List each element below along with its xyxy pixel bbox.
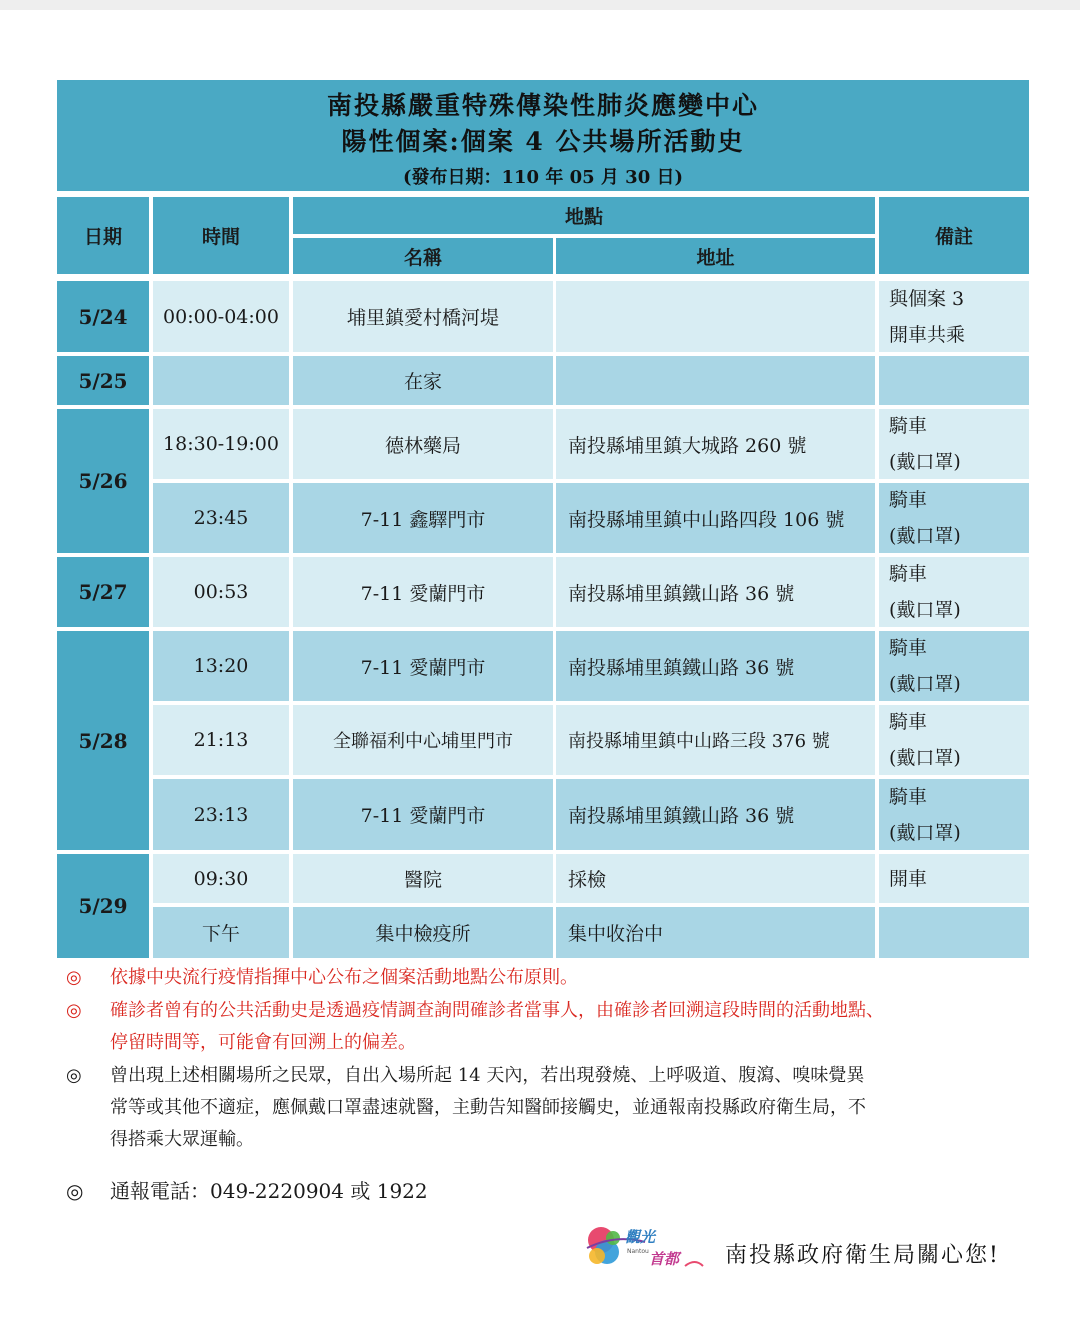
place-name-cell: 在家 [293, 356, 553, 405]
date-cell: 5/28 [57, 631, 149, 850]
place-name-cell: 7-11 鑫驛門市 [293, 483, 553, 553]
note-text: 停留時間等，可能會有回溯上的偏差。 [110, 1032, 416, 1053]
remark-cell [879, 409, 1029, 479]
header-place: 地點 [293, 197, 875, 234]
remark-line-2: (戴口罩) [889, 599, 961, 621]
activity-table [57, 197, 1029, 958]
address-cell: 南投縣埔里鎮大城路 260 號 [556, 409, 875, 479]
title-banner [57, 80, 1029, 191]
address-cell: 集中收治中 [556, 907, 875, 958]
bullet-icon: ◎ [66, 1000, 82, 1021]
time-cell: 下午 [153, 907, 289, 958]
remark-cell [879, 356, 1029, 405]
remark-cell [879, 854, 1029, 903]
remark-cell [879, 281, 1029, 352]
date-cell: 5/29 [57, 854, 149, 958]
address-cell: 南投縣埔里鎮中山路四段 106 號 [556, 483, 875, 553]
note-2 [66, 995, 1046, 1059]
header-date: 日期 [57, 197, 149, 274]
date-cell: 5/25 [57, 356, 149, 405]
note-text: 確診者曾有的公共活動史是透過疫情調查詢問確診者當事人，由確診者回溯這段時間的活動地點、 [110, 1000, 884, 1021]
place-name-cell: 全聯福利中心埔里門市 [293, 705, 553, 775]
place-name-cell: 集中檢疫所 [293, 907, 553, 958]
remark-cell [879, 631, 1029, 701]
bullet-icon: ◎ [66, 1065, 82, 1086]
place-name-cell: 埔里鎮愛村橋河堤 [293, 281, 553, 352]
remark-line-1: 騎車 [889, 785, 928, 808]
time-cell: 23:45 [153, 483, 289, 553]
place-name-cell: 7-11 愛蘭門市 [293, 557, 553, 627]
remark-cell [879, 557, 1029, 627]
address-cell [556, 281, 875, 352]
note-1 [66, 962, 1046, 994]
remark-line-1: 與個案 3 [889, 287, 965, 310]
remark-line-1: 騎車 [889, 489, 928, 511]
remark-cell [879, 907, 1029, 958]
remark-line-1: 騎車 [889, 563, 928, 585]
hotline-note [66, 1175, 1046, 1207]
place-name-cell: 醫院 [293, 854, 553, 903]
release-date: (發布日期：110 年 05 月 30 日) [402, 167, 684, 188]
header-address: 地址 [556, 238, 875, 274]
place-name-cell: 7-11 愛蘭門市 [293, 779, 553, 850]
remark-line-1: 騎車 [889, 711, 928, 733]
svg-text:觀光: 觀光 [625, 1228, 656, 1246]
tourism-logo [585, 1222, 705, 1272]
header-time: 時間 [153, 197, 289, 274]
note-3 [66, 1060, 1046, 1156]
place-name-cell: 德林藥局 [293, 409, 553, 479]
place-name-cell: 7-11 愛蘭門市 [293, 631, 553, 701]
remark-line-2: (戴口罩) [889, 747, 961, 769]
header-name: 名稱 [293, 238, 553, 274]
time-cell: 13:20 [153, 631, 289, 701]
title-line-1: 南投縣嚴重特殊傳染性肺炎應變中心 [326, 91, 759, 120]
logo-graphic [585, 1222, 705, 1272]
header-remark: 備註 [879, 197, 1029, 274]
remark-cell [879, 779, 1029, 850]
hotline-text: 通報電話：049-2220904 或 1922 [110, 1179, 428, 1203]
remark-line-2: (戴口罩) [889, 525, 961, 547]
note-text: 常等或其他不適症，應佩戴口罩盡速就醫，主動告知醫師接觸史，並通報南投縣政府衛生局，不 [110, 1097, 866, 1118]
remark-cell [879, 483, 1029, 553]
remark-line-2: (戴口罩) [889, 821, 961, 844]
time-cell: 23:13 [153, 779, 289, 850]
svg-text:首都: 首都 [649, 1250, 680, 1268]
remark-line-1: 開車 [889, 867, 928, 890]
time-cell: 09:30 [153, 854, 289, 903]
date-cell: 5/27 [57, 557, 149, 627]
remark-line-2: (戴口罩) [889, 673, 961, 695]
remark-line-2: 開車共乘 [889, 323, 966, 346]
time-cell: 00:00-04:00 [153, 281, 289, 352]
address-cell: 採檢 [556, 854, 875, 903]
date-cell: 5/26 [57, 409, 149, 553]
time-cell: 18:30-19:00 [153, 409, 289, 479]
footer-message: 南投縣政府衛生局關心您! [725, 1243, 1000, 1268]
date-cell: 5/24 [57, 281, 149, 352]
remark-line-1: 騎車 [889, 637, 928, 659]
title-line-2: 陽性個案:個案 4 公共場所活動史 [341, 127, 745, 156]
note-text: 依據中央流行疫情指揮中心公布之個案活動地點公布原則。 [110, 967, 578, 988]
remark-cell [879, 705, 1029, 775]
address-cell: 南投縣埔里鎮鐵山路 36 號 [556, 779, 875, 850]
svg-text:Nantou: Nantou [627, 1248, 649, 1255]
remark-line-1: 騎車 [889, 415, 928, 437]
note-text: 曾出現上述相關場所之民眾，自出入場所起 14 天內，若出現發燒、上呼吸道、腹瀉、嗅味覺異 [110, 1065, 865, 1086]
bullet-icon: ◎ [66, 1179, 84, 1203]
address-cell: 南投縣埔里鎮鐵山路 36 號 [556, 557, 875, 627]
top-bar [0, 0, 1080, 10]
address-cell: 南投縣埔里鎮中山路三段 376 號 [556, 705, 875, 775]
note-text: 得搭乘大眾運輸。 [110, 1129, 254, 1150]
address-cell [556, 356, 875, 405]
time-cell [153, 356, 289, 405]
bullet-icon: ◎ [66, 967, 82, 988]
time-cell: 00:53 [153, 557, 289, 627]
address-cell: 南投縣埔里鎮鐵山路 36 號 [556, 631, 875, 701]
time-cell: 21:13 [153, 705, 289, 775]
remark-line-2: (戴口罩) [889, 451, 961, 473]
